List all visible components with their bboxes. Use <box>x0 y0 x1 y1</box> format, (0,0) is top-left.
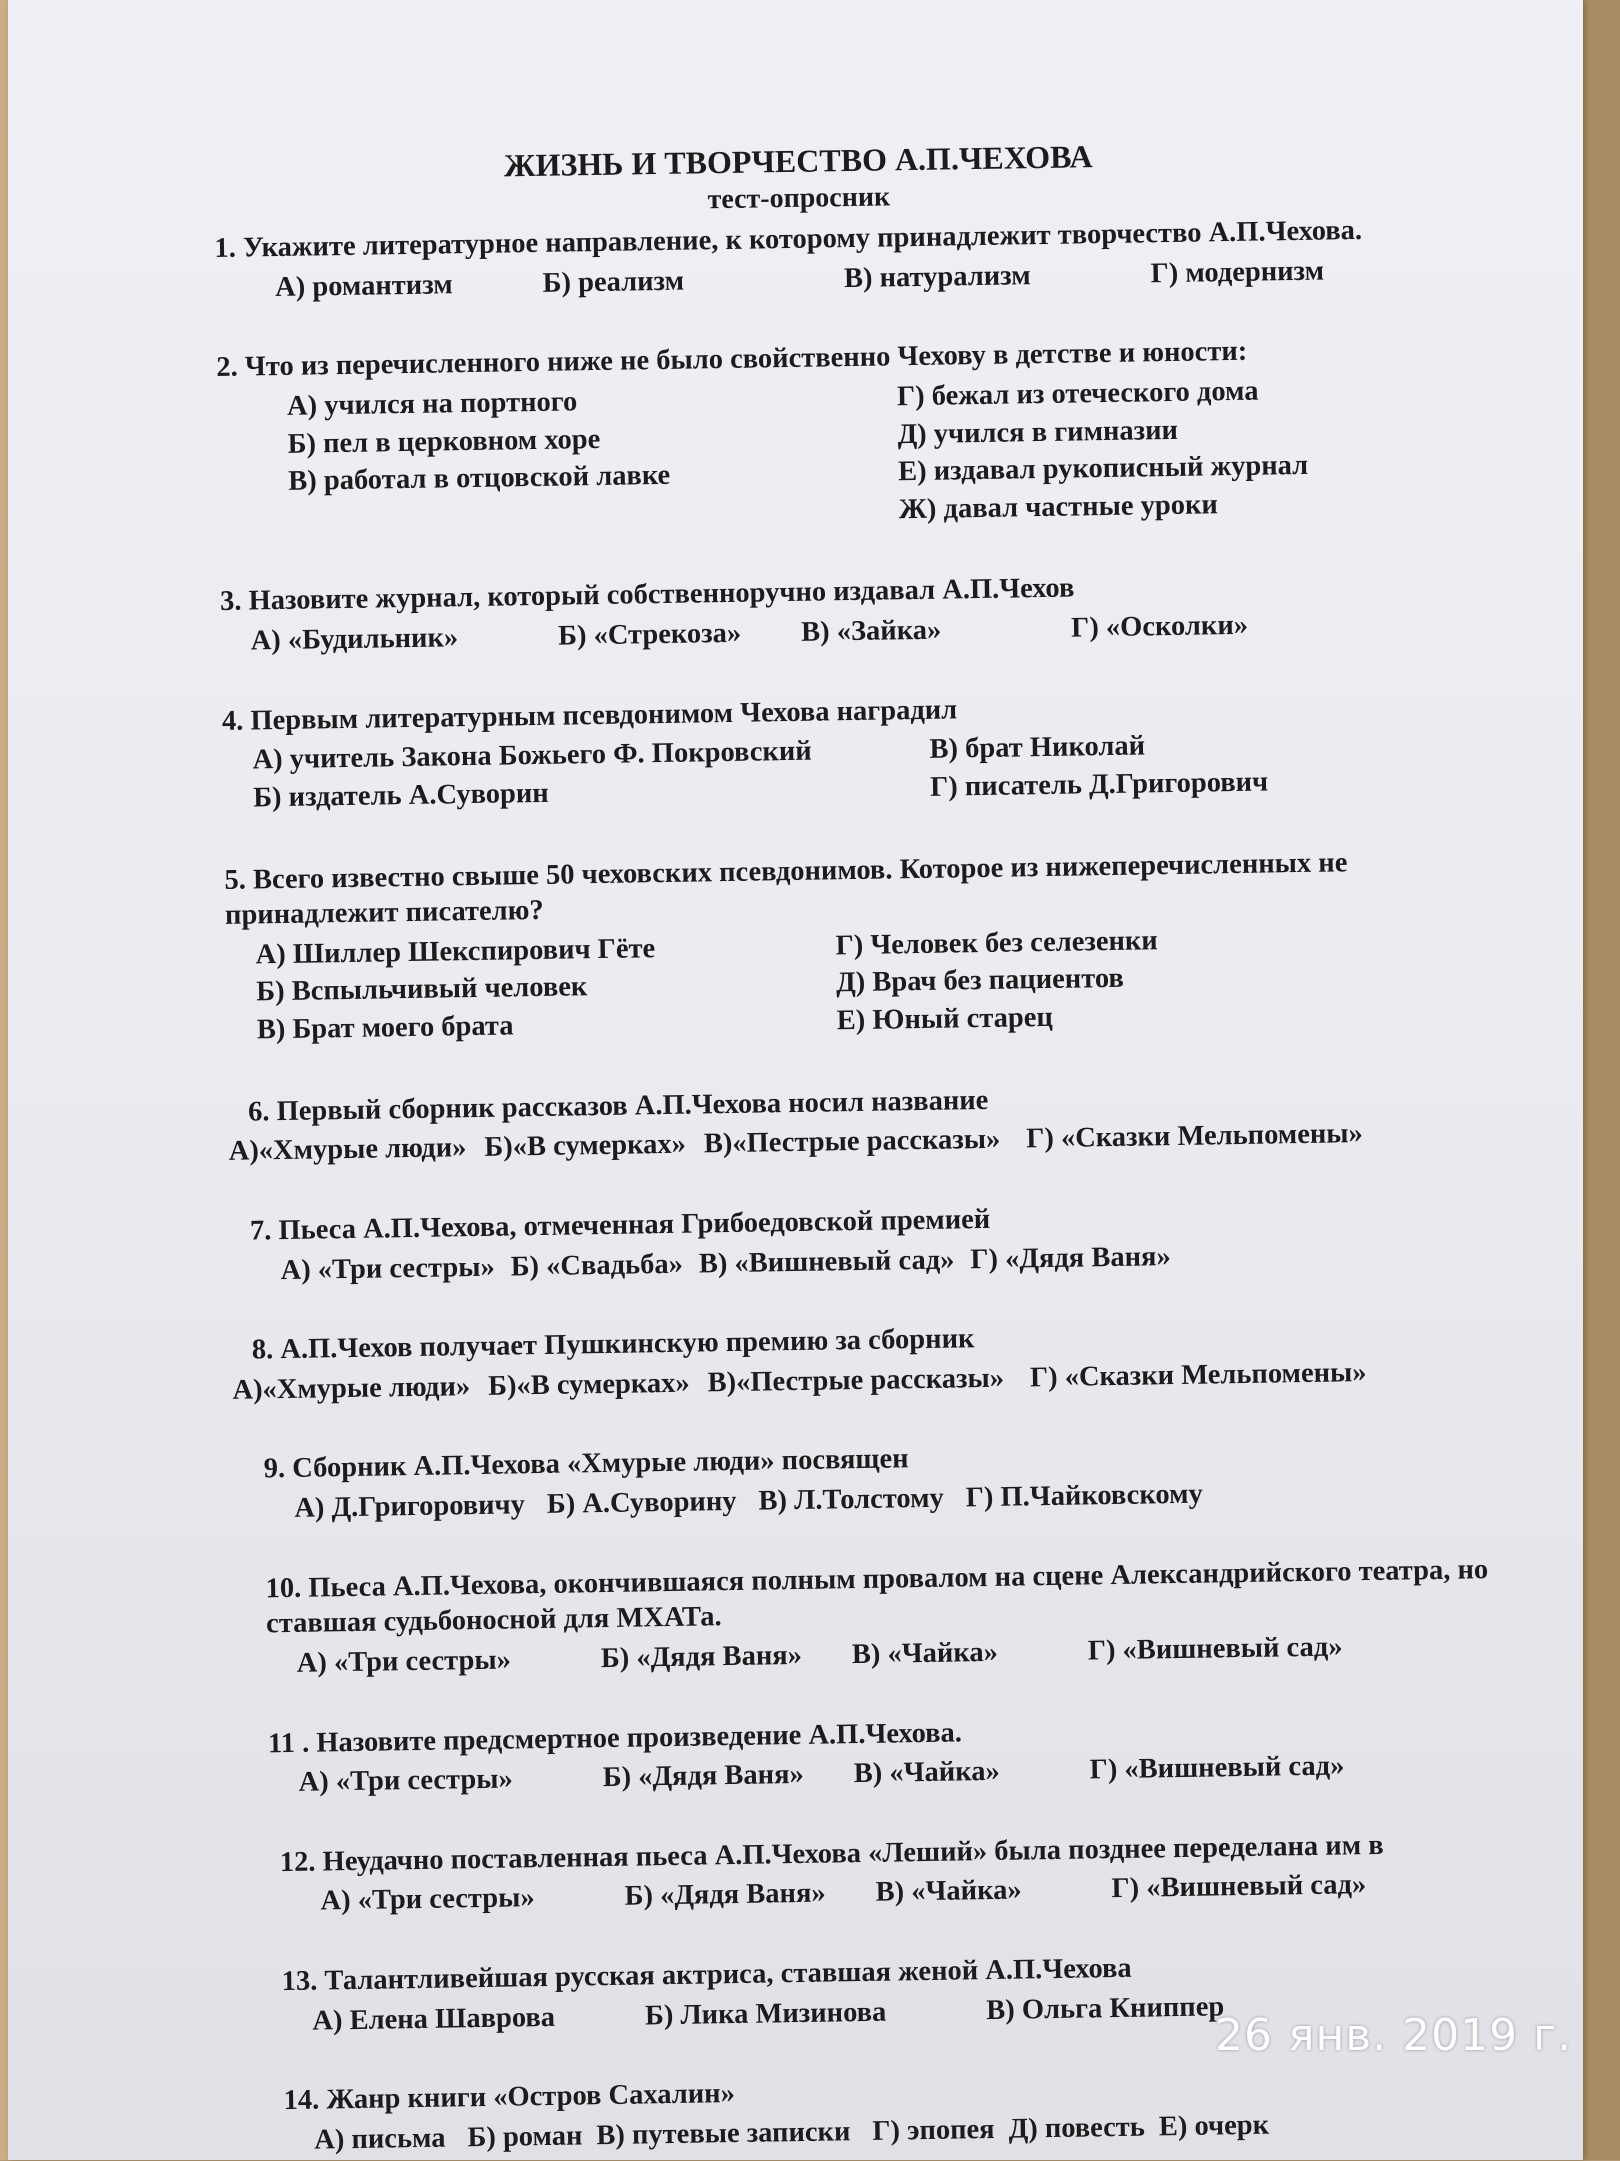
option: Ж) давал частные уроки <box>898 489 1219 526</box>
option: В) «Чайка» <box>851 1636 999 1671</box>
option: Д) Врач без пациентов <box>835 963 1125 999</box>
paper-sheet <box>8 0 1583 2160</box>
question-14 <box>243 2064 1534 2160</box>
option: В) путевые записки <box>596 2116 851 2152</box>
option: Б)«В сумерках» <box>484 1128 687 1164</box>
option: В)«Пестрые рассказы» <box>707 1362 1005 1399</box>
option: Б) «Дядя Ваня» <box>600 1639 803 1674</box>
option: Б) «Дядя Ваня» <box>624 1877 826 1913</box>
option: Г) П.Чайковскому <box>965 1478 1203 1514</box>
option: Б) издатель А.Суворин <box>252 777 549 814</box>
option: Г) бежал из отеческого дома <box>896 375 1259 413</box>
option: В)«Пестрые рассказы» <box>703 1124 1001 1160</box>
option: Б) А.Суворину <box>546 1485 737 1520</box>
option: А) романтизм <box>274 268 453 303</box>
option: В) брат Николай <box>929 730 1146 766</box>
option: А) учитель Закона Божьего Ф. Покровский <box>252 735 812 776</box>
question-text: 9. Сборник А.П.Чехова «Хмурые люди» посвящен <box>263 1443 909 1485</box>
option: В) «Чайка» <box>875 1874 1022 1909</box>
option: Г) «Вишневый сад» <box>1087 1631 1343 1667</box>
option: А) «Три сестры» <box>296 1644 512 1679</box>
question-12 <box>240 1825 1531 1921</box>
test-content <box>213 130 1534 2160</box>
options-left <box>255 928 837 1050</box>
option: А) «Три сестры» <box>320 1882 535 1917</box>
options-right <box>835 918 1457 1041</box>
page-title: ЖИЗНЬ И ТВОРЧЕСТВО А.П.ЧЕХОВА <box>503 138 1093 184</box>
question-text: 2. Что из перечисленного ниже не было свойственно Чехову в детстве и юности: <box>216 336 1248 384</box>
question-11 <box>238 1706 1529 1802</box>
option: Б) «Стрекоза» <box>557 617 742 652</box>
option: В) «Чайка» <box>853 1755 1000 1790</box>
option: А) учился на портного <box>286 386 578 422</box>
option: А) письма <box>314 2122 446 2156</box>
options-left <box>252 732 930 818</box>
option: В) Ольга Книппер <box>985 1990 1225 2026</box>
question-1 <box>214 211 1505 307</box>
option: Г) «Осколки» <box>1070 609 1249 644</box>
question-2 <box>216 330 1509 540</box>
page-subtitle: тест-опросник <box>707 181 891 216</box>
options-columns <box>225 917 1517 1050</box>
option: А)«Хмурые люди» <box>232 1370 471 1406</box>
option: В) «Зайка» <box>800 614 942 648</box>
option: Д) учился в гимназии <box>897 414 1179 450</box>
option: Г) «Вишневый сад» <box>1089 1750 1345 1786</box>
option: В) работал в отцовской лавке <box>287 459 671 497</box>
option: Г) «Сказки Мельпомены» <box>1029 1356 1367 1394</box>
option: Г) модернизм <box>1150 255 1325 289</box>
option: А)«Хмурые люди» <box>228 1132 467 1168</box>
question-text: 12. Неудачно поставленная пьеса А.П.Чехова «Леший» была позднее переделана им в <box>279 1829 1384 1878</box>
option: В) Брат моего брата <box>256 1010 514 1046</box>
option: А) «Будильник» <box>250 622 459 657</box>
options-left <box>287 379 899 539</box>
question-9 <box>233 1432 1524 1528</box>
question-text: 1. Укажите литературное направление, к которому принадлежит творчество А.П.Чехова. <box>214 214 1363 264</box>
option: Б) «Свадьба» <box>510 1248 684 1282</box>
question-text: 7. Пьеса А.П.Чехова, отмеченная Грибоедовской премией <box>249 1203 991 1247</box>
question-text: 3. Назовите журнал, который собственноручно издавал А.П.Чехов <box>219 572 1075 618</box>
option: В) натурализм <box>843 259 1031 294</box>
option: Б) Лика Мизинова <box>644 1996 887 2032</box>
option: Е) очерк <box>1158 2109 1270 2143</box>
question-5 <box>224 842 1517 1050</box>
question-text: 6. Первый сборник рассказов А.П.Чехова носил название <box>247 1084 989 1128</box>
options-columns <box>217 370 1509 541</box>
option: Б) «Дядя Ваня» <box>602 1759 805 1794</box>
options-columns <box>222 723 1513 819</box>
option: А) Елена Шаврова <box>312 2001 556 2037</box>
question-text: 13. Талантливейшая русская актриса, ставшая женой А.П.Чехова <box>281 1952 1132 1998</box>
question-3 <box>220 564 1511 660</box>
question-text: 4. Первым литературным псевдонимом Чехова наградил <box>221 694 958 737</box>
options-right <box>897 370 1509 530</box>
question-text: 8. А.П.Чехов получает Пушкинскую премию за сборник <box>251 1323 975 1366</box>
question-text: 14. Жанр книги «Остров Сахалин» <box>283 2078 736 2117</box>
question-text: 10. Пьеса А.П.Чехова, окончившаяся полным провалом на сцене Александрийского театра, но ставшая судьбоносной для МХАТа. <box>265 1553 1489 1640</box>
option: Е) издавал рукописный журнал <box>897 449 1309 488</box>
option: Г) «Вишневый сад» <box>1111 1869 1367 1905</box>
option: Г) Человек без селезенки <box>835 925 1158 962</box>
option: Г) «Дядя Ваня» <box>970 1240 1171 1275</box>
option: А) «Три сестры» <box>280 1251 495 1286</box>
option: Б) Вспыльчивый человек <box>255 971 588 1008</box>
option: А) Шиллер Шекспирович Гёте <box>255 932 656 971</box>
option: Д) повесть <box>1008 2111 1146 2145</box>
date-stamp: 26 янв. 2019 г. <box>1215 2010 1573 2061</box>
option: Е) Юный старец <box>836 1001 1054 1037</box>
question-8 <box>232 1313 1523 1409</box>
option: А) «Три сестры» <box>298 1763 513 1798</box>
option: Б) реализм <box>542 265 685 299</box>
option: Г) писатель Д.Григорович <box>929 766 1269 803</box>
question-6 <box>228 1074 1519 1170</box>
question-4 <box>222 683 1514 818</box>
option: Б) роман <box>467 2120 583 2154</box>
option: Б)«В сумерках» <box>487 1367 690 1402</box>
option: Г) эпопея <box>872 2113 995 2147</box>
option: Г) «Сказки Мельпомены» <box>1025 1118 1364 1155</box>
question-10 <box>235 1551 1527 1682</box>
option: В) Л.Толстому <box>758 1482 944 1517</box>
question-7 <box>230 1193 1521 1289</box>
option: Б) пел в церковном хоре <box>287 423 601 460</box>
option: В) «Вишневый сад» <box>698 1243 955 1280</box>
question-text: 11 . Назовите предсмертное произведение А.П.Чехова. <box>267 1716 963 1759</box>
options-right <box>929 723 1513 807</box>
question-text: 5. Всего известно свыше 50 чеховских псевдонимов. Которое из нижеперечисленных не принадлежит писателю? <box>224 846 1348 932</box>
option: А) Д.Григоровичу <box>294 1489 526 1524</box>
